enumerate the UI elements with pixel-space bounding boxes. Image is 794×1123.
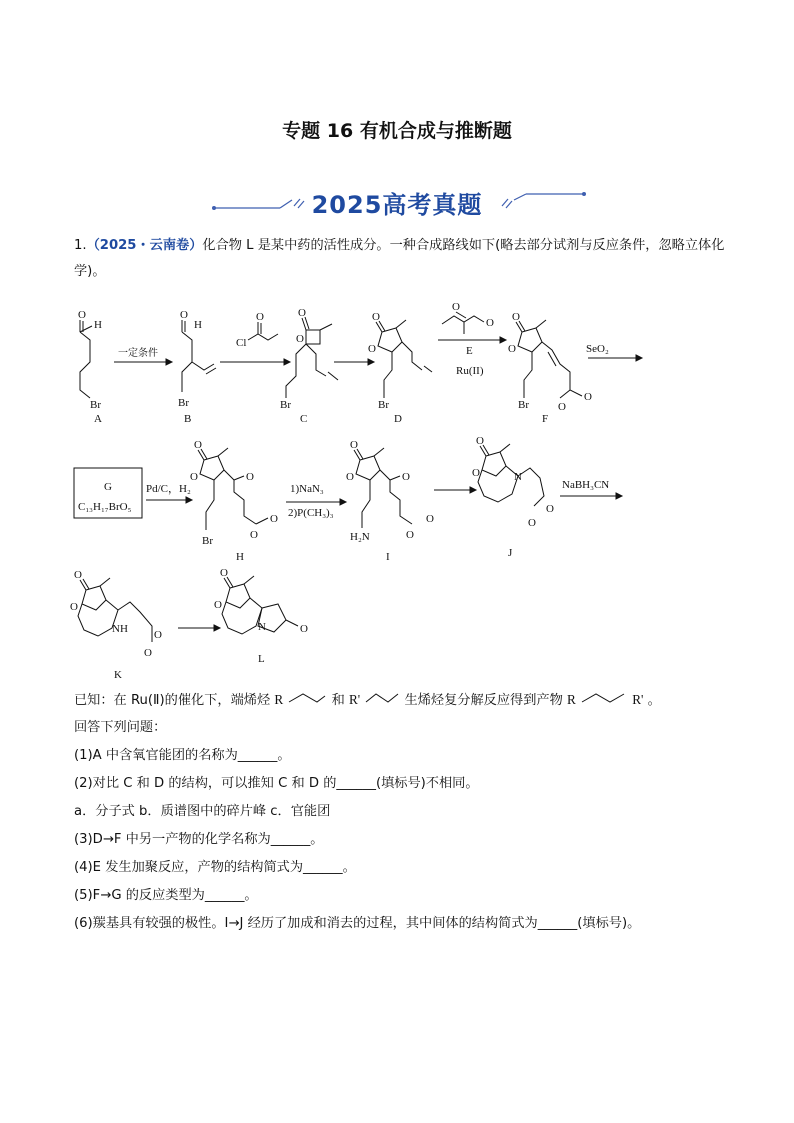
- condition-ab: 一定条件: [118, 348, 158, 359]
- condition-nabh3cn: NaBH₃CN: [562, 479, 610, 491]
- question-1: (1)A 中含氧官能团的名称为______。: [74, 748, 291, 763]
- question-number: 1.: [74, 238, 87, 253]
- atom-o: O: [270, 513, 278, 525]
- known-mid: 和: [331, 693, 345, 708]
- banner-title: 2025高考真题: [311, 191, 483, 219]
- atom-o: O: [472, 467, 480, 479]
- condition-ru: Ru(II): [456, 365, 484, 377]
- label-l: L: [258, 653, 265, 665]
- question-6: (6)羰基具有较强的极性。I→J 经历了加成和消去的过程，其中间体的结构简式为______(填标号)。: [74, 916, 641, 931]
- known-r: R: [274, 692, 284, 707]
- atom-o: O: [546, 503, 554, 515]
- known-r2: R': [632, 692, 644, 707]
- alkene-icon: [580, 690, 628, 704]
- question-2-options: a．分子式 b．质谱图中的碎片峰 c．官能团: [74, 804, 331, 819]
- atom-br: Br: [90, 399, 101, 411]
- atom-o: O: [220, 567, 228, 579]
- condition-nan3: 1)NaN₃: [290, 483, 324, 495]
- question-text: 化合物 L 是某中药的活性成分。一种合成路线如下(略去部分试剂与反应条件，忽略立体化学)。: [74, 238, 725, 279]
- atom-o: O: [402, 471, 410, 483]
- atom-o: O: [528, 517, 536, 529]
- atom-br: Br: [518, 399, 529, 411]
- condition-e: E: [466, 345, 473, 357]
- atom-o: O: [296, 333, 304, 345]
- atom-o: O: [300, 623, 308, 635]
- label-b: B: [184, 413, 192, 425]
- atom-o: O: [70, 601, 78, 613]
- atom-o: O: [180, 309, 188, 321]
- atom-br: Br: [202, 535, 213, 547]
- atom-o: O: [452, 301, 460, 313]
- condition-pme3: 2)P(CH₃)₃: [288, 507, 334, 519]
- label-f: F: [542, 413, 549, 425]
- known-r2: R': [348, 692, 361, 707]
- label-a: A: [94, 413, 102, 425]
- atom-n: N: [514, 471, 522, 483]
- label-c: C: [300, 413, 308, 425]
- atom-o: O: [476, 435, 484, 447]
- question-4: (4)E 发生加聚反应，产物的结构简式为______。: [74, 860, 356, 875]
- atom-o: O: [256, 311, 264, 323]
- atom-o: O: [350, 439, 358, 451]
- atom-h: H: [94, 319, 102, 331]
- synthesis-scheme: [60, 290, 740, 690]
- question-5: (5)F→G 的反应类型为______。: [74, 888, 258, 903]
- atom-n: N: [258, 621, 266, 633]
- atom-o: O: [406, 529, 414, 541]
- atom-o: O: [558, 401, 566, 413]
- atom-br: Br: [378, 399, 389, 411]
- label-h: H: [236, 551, 244, 563]
- question-3: (3)D→F 中另一产物的化学名称为______。: [74, 832, 324, 847]
- known-statement: [74, 690, 734, 711]
- atom-nh: NH: [112, 623, 128, 635]
- known-end: 。: [647, 693, 661, 708]
- known-prefix: 已知：在 Ru(Ⅱ)的催化下，端烯烃: [74, 693, 271, 708]
- atom-o: O: [426, 513, 434, 525]
- question-source: （2025・云南卷）: [86, 238, 203, 253]
- label-j: J: [508, 547, 513, 559]
- atom-h: H: [194, 319, 202, 331]
- atom-br: Br: [280, 399, 291, 411]
- atom-o: O: [346, 471, 354, 483]
- atom-o: O: [74, 569, 82, 581]
- condition-seo2: SeO₂: [586, 343, 609, 355]
- atom-o: O: [508, 343, 516, 355]
- alkene-icon: [287, 690, 327, 704]
- atom-o: O: [512, 311, 520, 323]
- atom-o: O: [250, 529, 258, 541]
- known-r: R: [567, 692, 576, 707]
- atom-o: O: [144, 647, 152, 659]
- atom-br: Br: [178, 397, 189, 409]
- atom-h2n: H₂N: [350, 531, 370, 543]
- atom-o: O: [486, 317, 494, 329]
- answer-prompt: 回答下列问题：: [74, 720, 167, 735]
- known-suffix: 生烯烃复分解反应得到产物: [404, 693, 563, 708]
- alkene-icon: [364, 690, 400, 704]
- label-g: G: [104, 481, 112, 493]
- atom-o: O: [78, 309, 86, 321]
- question-intro: [74, 233, 734, 285]
- question-2: (2)对比 C 和 D 的结构，可以推知 C 和 D 的______(填标号)不相同。: [74, 776, 479, 791]
- condition-pdc: Pd/C，H₂: [146, 483, 191, 495]
- atom-o: O: [190, 471, 198, 483]
- label-d: D: [394, 413, 402, 425]
- atom-o: O: [298, 307, 306, 319]
- atom-cl: Cl: [236, 337, 247, 349]
- atom-o: O: [372, 311, 380, 323]
- atom-o: O: [368, 343, 376, 355]
- atom-o: O: [246, 471, 254, 483]
- atom-o: O: [584, 391, 592, 403]
- page-title: 专题 16 有机合成与推断题: [282, 120, 512, 142]
- g-formula: C₁₃H₁₇BrO₅: [78, 501, 132, 513]
- atom-o: O: [154, 629, 162, 641]
- atom-o: O: [214, 599, 222, 611]
- label-i: I: [386, 551, 390, 563]
- atom-o: O: [194, 439, 202, 451]
- label-k: K: [114, 669, 122, 681]
